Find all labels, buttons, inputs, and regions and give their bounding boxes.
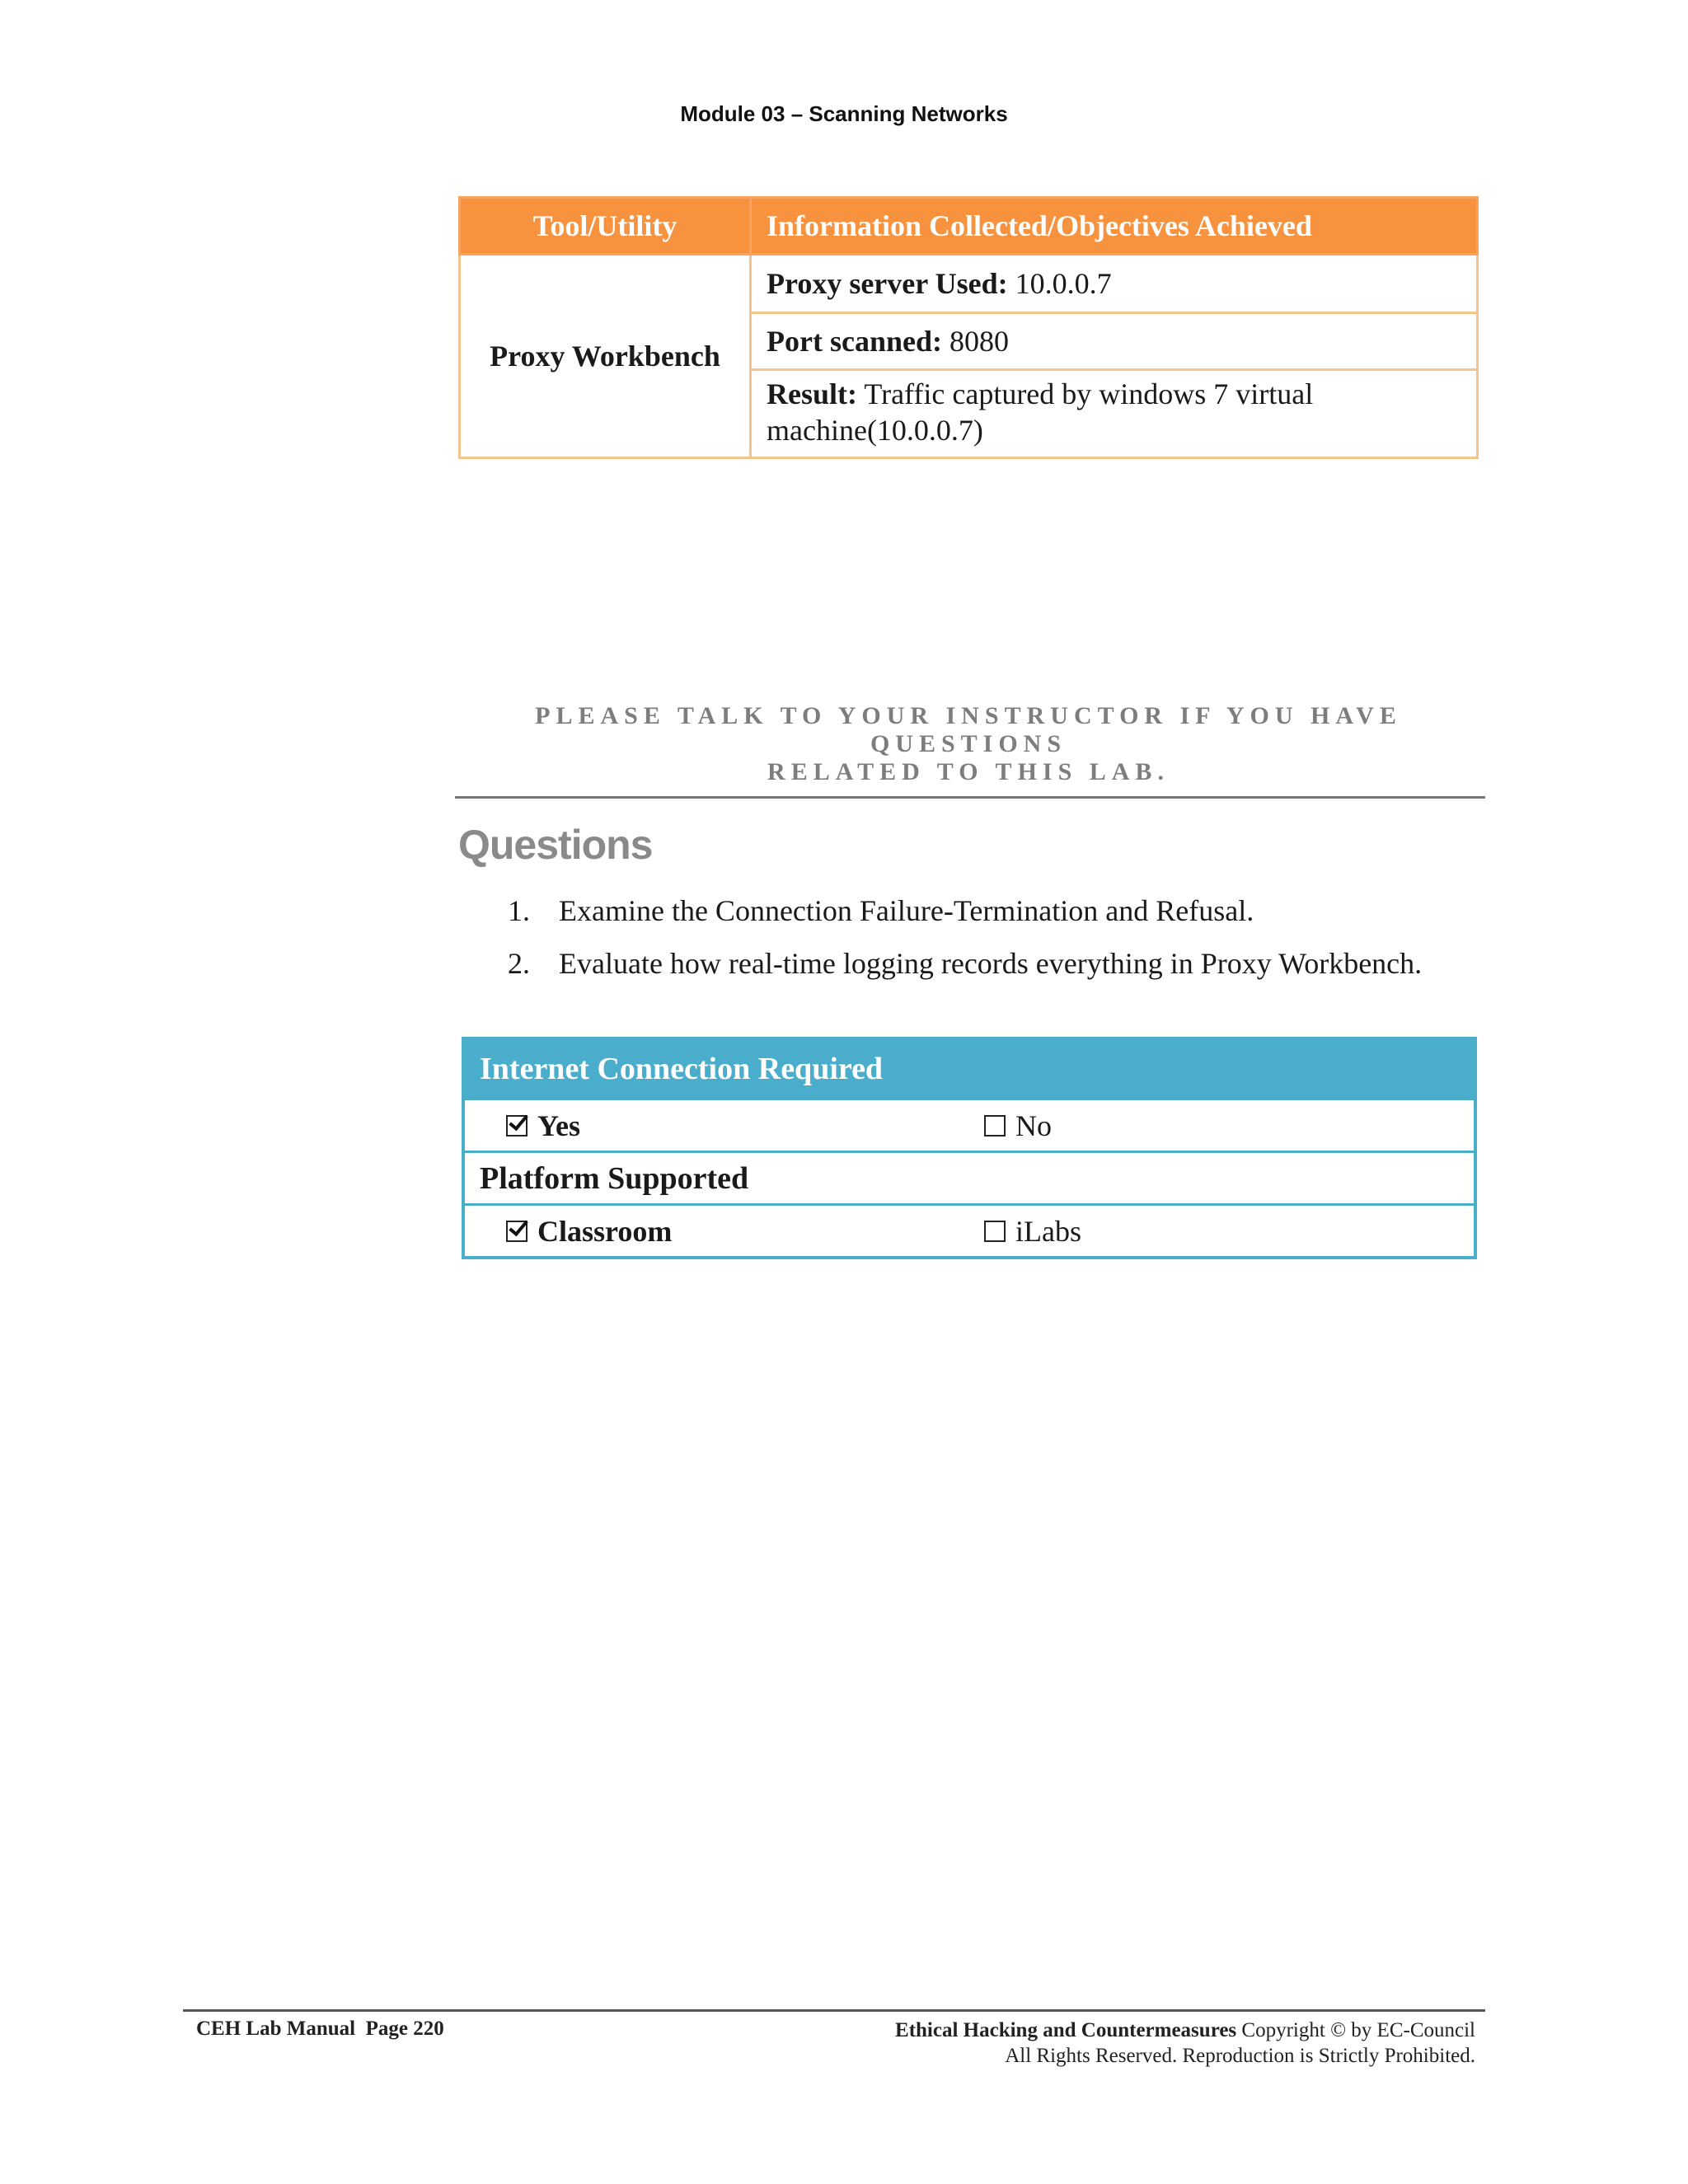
tool-name-cell: Proxy Workbench — [460, 255, 751, 458]
list-number: 1. — [508, 894, 530, 927]
info-cell-proxy-server — [751, 255, 1478, 313]
option-label: iLabs — [1015, 1214, 1081, 1248]
info-value: Traffic captured by windows 7 virtual machine(10.0.0.7) — [767, 377, 1314, 447]
internet-connection-header: Internet Connection Required — [465, 1040, 1474, 1098]
instructor-note-line: PLEASE TALK TO YOUR INSTRUCTOR IF YOU HAVE QUESTIONS — [535, 702, 1402, 757]
section-divider — [455, 796, 1485, 799]
column-header-info: Information Collected/Objectives Achieved — [751, 198, 1478, 255]
results-table — [458, 196, 1479, 459]
list-item — [508, 892, 1422, 944]
column-header-tool: Tool/Utility — [460, 198, 751, 255]
instructor-note — [458, 702, 1479, 786]
list-number: 2. — [508, 947, 530, 980]
option-no — [984, 1108, 1052, 1143]
footer-right — [895, 2018, 1475, 2069]
option-label: No — [1015, 1108, 1052, 1142]
info-label: Port scanned: — [767, 325, 942, 358]
option-ilabs — [984, 1214, 1081, 1249]
info-cell-port — [751, 313, 1478, 370]
info-cell-result — [751, 370, 1478, 458]
course-name: Ethical Hacking and Countermeasures — [895, 2019, 1237, 2041]
info-value: 10.0.0.7 — [1015, 267, 1112, 300]
requirements-table — [462, 1037, 1477, 1259]
checked-checkbox-icon — [506, 1221, 528, 1242]
instructor-note-line: RELATED TO THIS LAB. — [767, 758, 1170, 785]
platform-supported-label: Platform Supported — [465, 1151, 1474, 1203]
footer-left — [196, 2018, 444, 2041]
checked-checkbox-icon — [506, 1115, 528, 1137]
info-value: 8080 — [949, 325, 1009, 358]
option-label: Yes — [537, 1108, 580, 1142]
list-item — [508, 944, 1422, 997]
manual-name: CEH Lab Manual — [196, 2018, 356, 2040]
question-text: Evaluate how real-time logging records everything in Proxy Workbench. — [559, 947, 1423, 980]
internet-options-row — [465, 1098, 1474, 1151]
copyright-line — [895, 2018, 1475, 2043]
unchecked-checkbox-icon — [984, 1221, 1006, 1242]
copyright-text: Copyright © by EC-Council — [1241, 2019, 1475, 2041]
page-number: Page 220 — [365, 2018, 444, 2040]
unchecked-checkbox-icon — [984, 1115, 1006, 1137]
questions-heading: Questions — [458, 822, 653, 868]
rights-line: All Rights Reserved. Reproduction is Strictly Prohibited. — [1005, 2045, 1475, 2067]
question-text: Examine the Connection Failure-Termination and Refusal. — [559, 894, 1254, 927]
footer-divider — [183, 2009, 1485, 2012]
platform-options-row — [465, 1203, 1474, 1256]
option-classroom — [465, 1214, 984, 1249]
option-yes — [465, 1108, 984, 1143]
info-label: Proxy server Used: — [767, 267, 1008, 300]
module-title: Module 03 – Scanning Networks — [680, 101, 1008, 126]
info-label: Result: — [767, 377, 857, 410]
option-label: Classroom — [537, 1214, 673, 1248]
questions-list — [508, 892, 1422, 997]
